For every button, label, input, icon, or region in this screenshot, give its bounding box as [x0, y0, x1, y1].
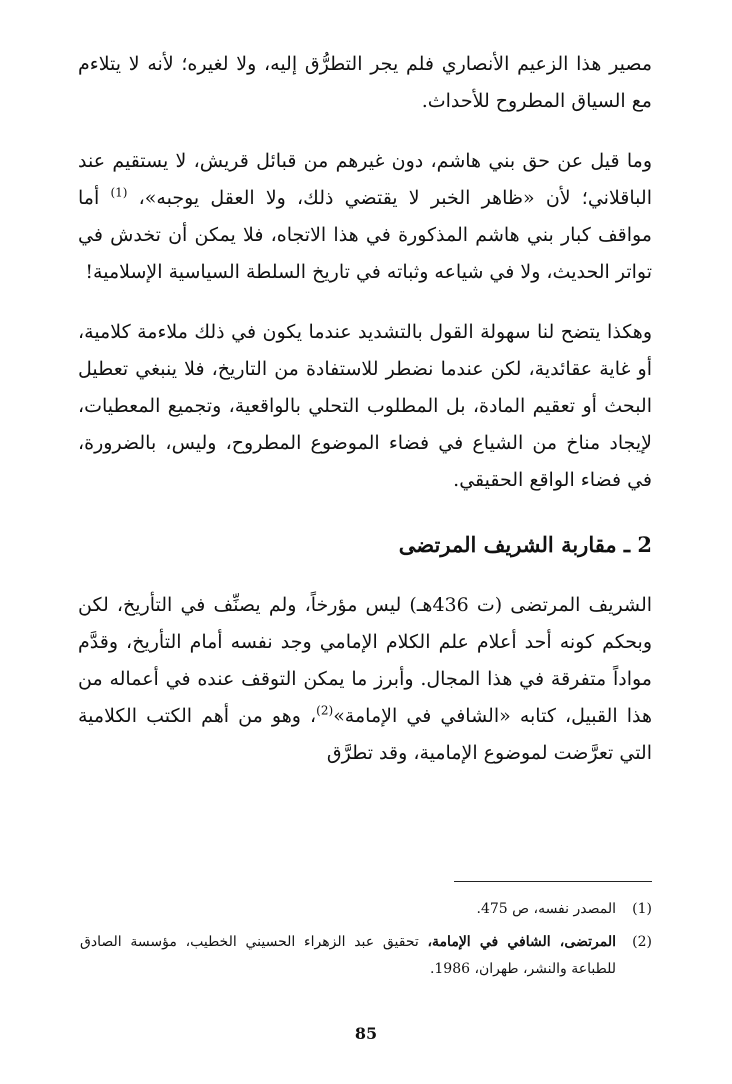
- footnote-2: [80, 929, 652, 983]
- paragraph-2: [78, 143, 652, 291]
- paragraph-4: [78, 587, 652, 772]
- section-heading: 2 ـ مقاربة الشريف المرتضى: [398, 532, 652, 557]
- footnote-number: (2): [632, 934, 652, 950]
- paragraph-3-text: وهكذا يتضح لنا سهولة القول بالتشديد عندما يكون في ذلك ملاءمة كلامية، أو غاية عقائدية، لكن عندما نضطر للاستفادة من التاريخ، فلا ينبغي تعطيل البحث أو تعقيم المادة، بل المطلوب التحلي بالواقعية، وتجميع المعطيات، لإيجاد مناخ من الشياع في فضاء الموضوع المطروح، وليس، بالضرورة، في فضاء الواقع الحقيقي.: [78, 321, 652, 491]
- paragraph-2-text-end: أما مواقف كبار بني هاشم المذكورة في هذا الاتجاه، فلا يمكن أن تخدش في تواتر الحديث، ولا في شياعه وثباته في تاريخ السلطة السياسية الإسلامية!: [78, 187, 652, 283]
- paragraph-1: [78, 46, 652, 120]
- footnote-ref-1[interactable]: (1): [110, 185, 128, 200]
- page-body: [78, 46, 652, 772]
- paragraph-4-text-end: ، وهو من أهم الكتب الكلامية التي تعرَّضت لموضوع الإمامية، وقد تطرَّق: [78, 705, 652, 764]
- footnotes: [80, 896, 652, 989]
- footnote-text: [80, 929, 616, 983]
- footnote-body: تحقيق عبد الزهراء الحسيني الخطيب، مؤسسة الصادق للطباعة والنشر، طهران، 1986.: [80, 934, 616, 977]
- footnote-source-title: المرتضى، الشافي في الإمامة،: [427, 934, 616, 950]
- footnote-number: (1): [632, 901, 652, 917]
- paragraph-1-text: مصير هذا الزعيم الأنصاري فلم يجر التطرُّق إليه، ولا لغيره؛ لأنه لا يتلاءم مع السياق المطروح للأحداث.: [78, 53, 652, 112]
- page-number: 85: [354, 1024, 378, 1043]
- paragraph-3: [78, 314, 652, 499]
- paragraph-4-text-start: الشريف المرتضى (ت 436هـ) ليس مؤرخاً، ولم يصنِّف في التأريخ، لكن وبحكم كونه أحد أعلام علم الكلام الإمامي وجد نفسه أمام التأريخ، وقدَّم مواداً متفرقة في هذا المجال. وأبرز ما يمكن التوقف عنده في أعماله من هذا القبيل، كتابه «الشافي في الإمامة»: [78, 594, 653, 727]
- footnote-1: [80, 896, 652, 923]
- paragraph-2-text-start: وما قيل عن حق بني هاشم، دون غيرهم من قبائل قريش، لا يستقيم عند الباقلاني؛ لأن «ظاهر الخبر لا يقتضي ذلك، ولا العقل يوجبه»،: [78, 150, 652, 209]
- footnote-ref-2[interactable]: (2): [316, 703, 334, 718]
- footnote-text: [80, 896, 616, 923]
- footnote-divider: [454, 881, 652, 882]
- footnote-body: المصدر نفسه، ص 475.: [476, 901, 616, 917]
